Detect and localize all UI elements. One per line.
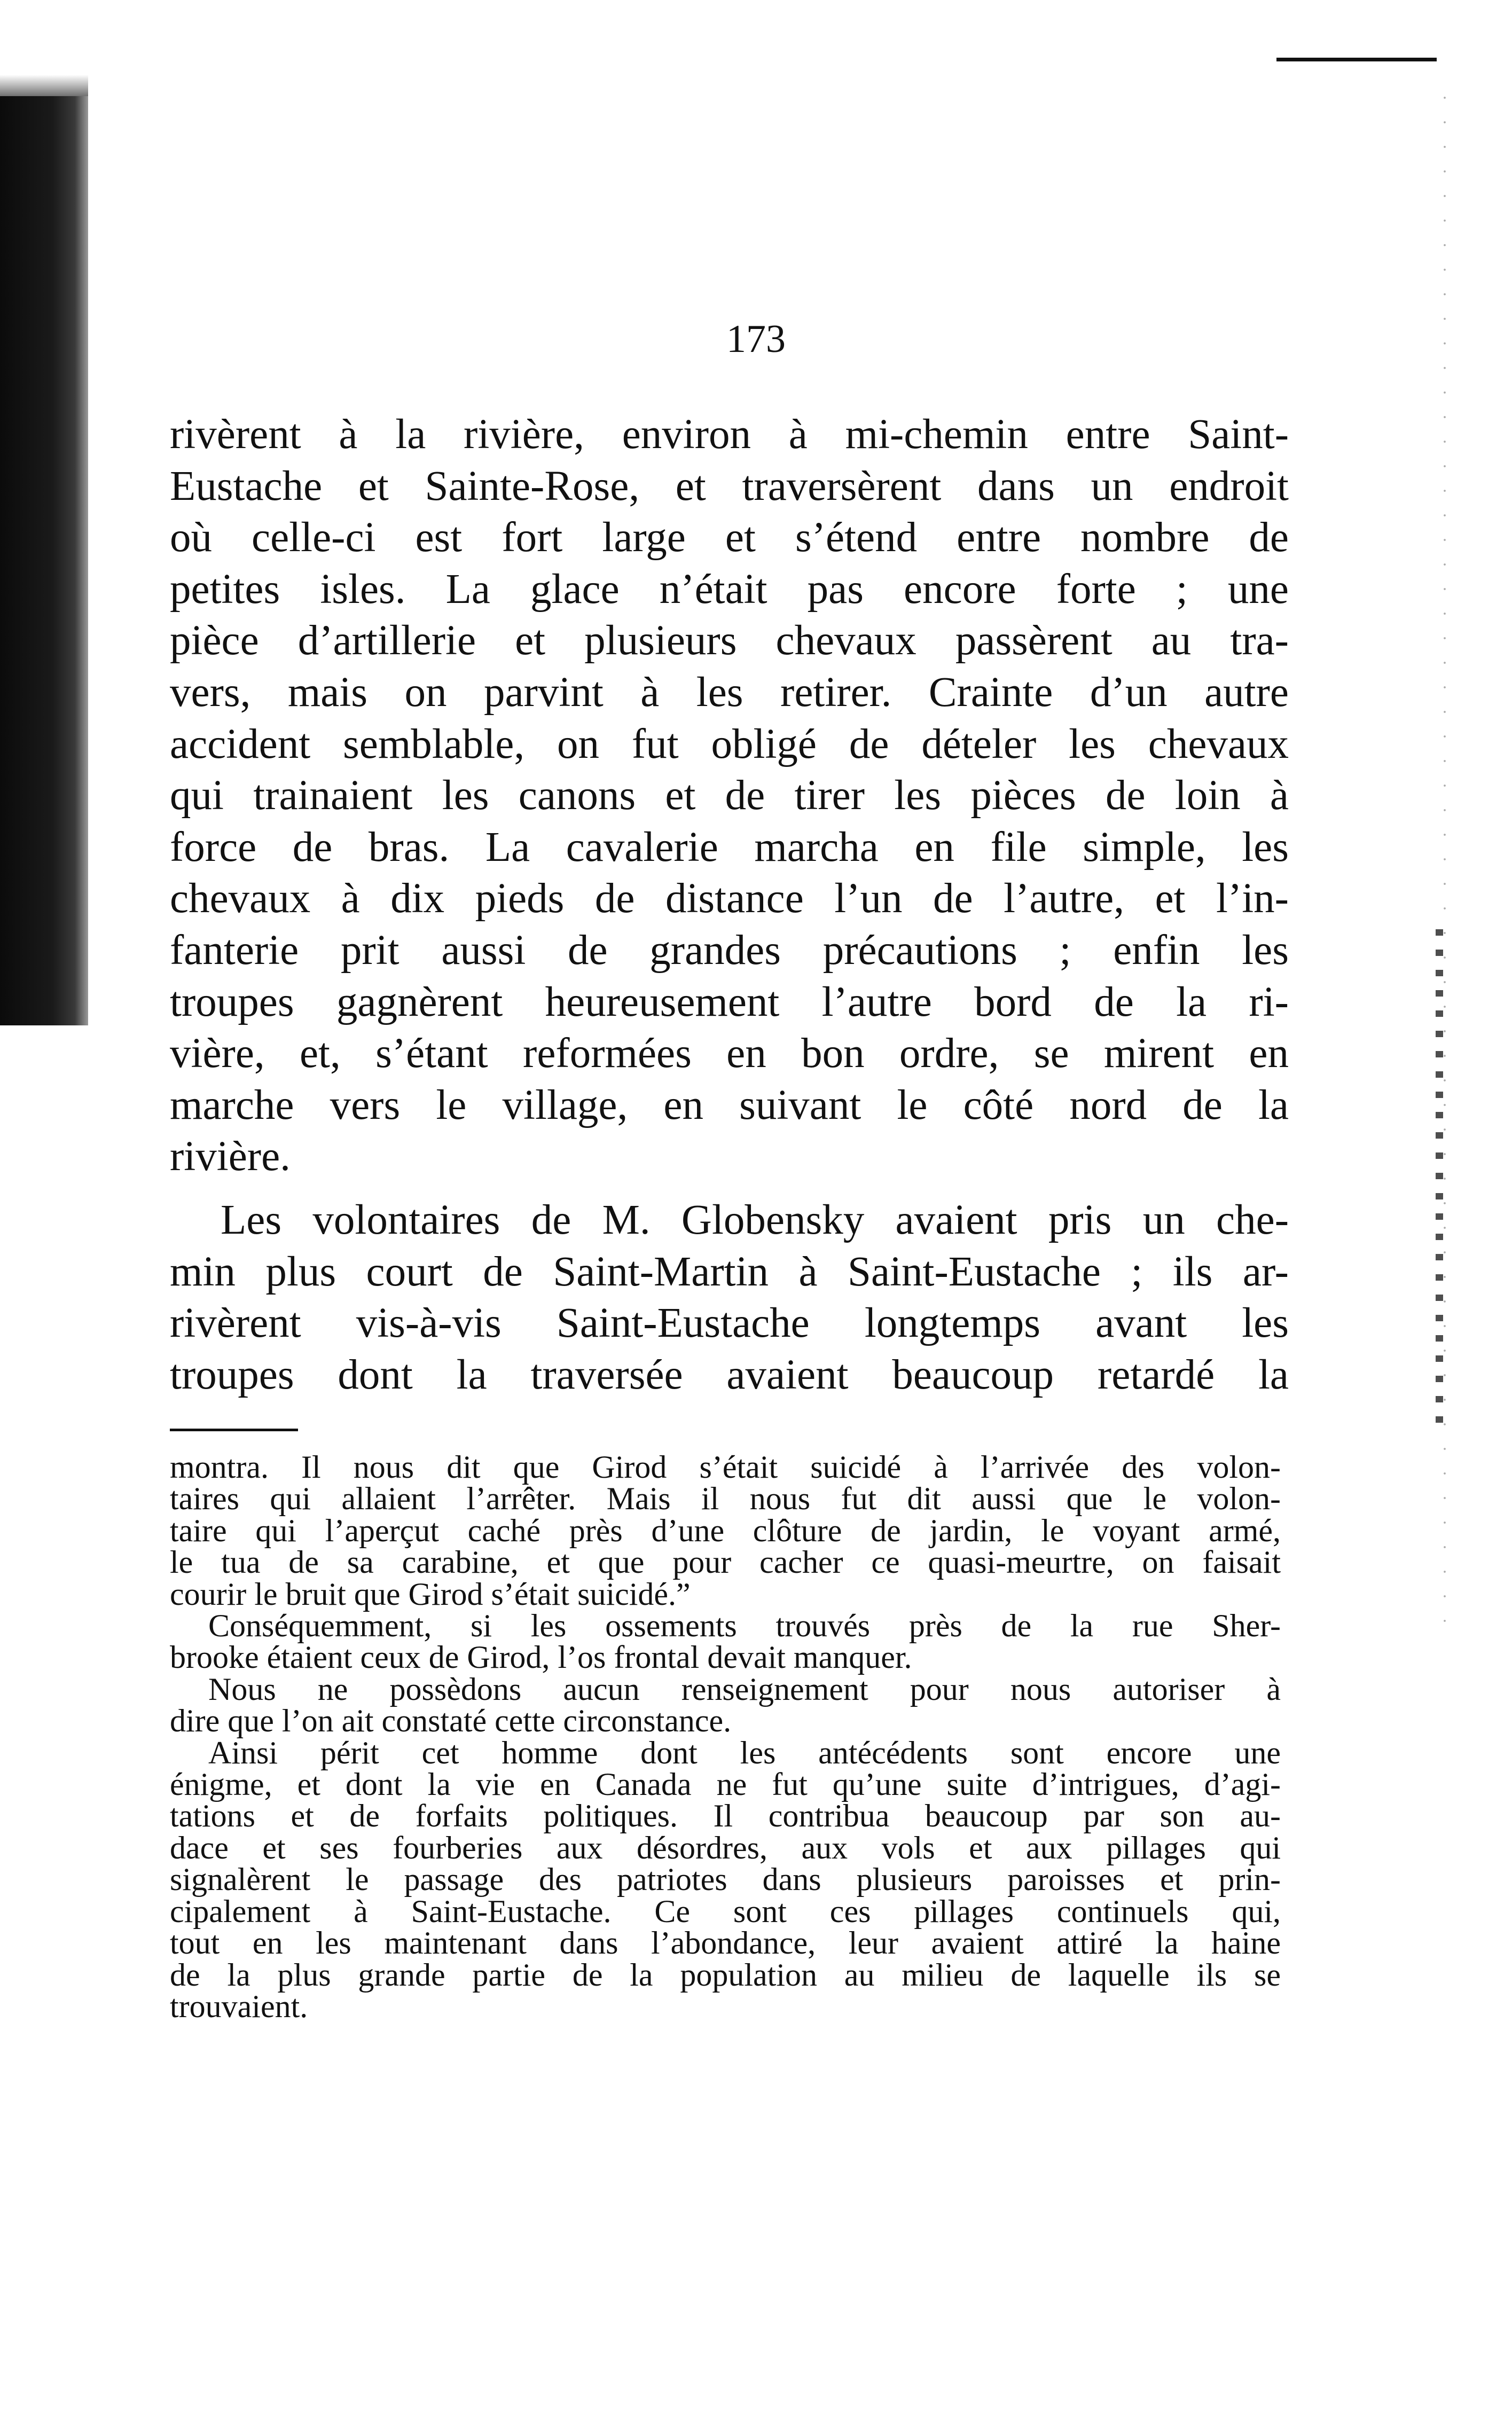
text-line: rivèrent vis-à-vis Saint-Eustache longtemps avant les bbox=[170, 1300, 1289, 1347]
footnote-line: Conséquemment, si les ossements trouvés près de la rue Sher- bbox=[208, 1608, 1281, 1644]
binding-shadow bbox=[0, 96, 88, 1025]
footnote-line: tout en les maintenant dans l’abondance, leur avaient attiré la haine bbox=[170, 1925, 1281, 1961]
footnote-line: dire que l’on ait constaté cette circonstance. bbox=[170, 1703, 732, 1739]
footnotes bbox=[170, 1449, 1281, 2024]
footnote-line: taire qui l’aperçut caché près d’une clôture de jardin, le voyant armé, bbox=[170, 1512, 1281, 1548]
footnote-paragraph bbox=[170, 1610, 1281, 1674]
text-line: chevaux à dix pieds de distance l’un de l’autre, et l’in- bbox=[170, 875, 1289, 922]
text-line: fanterie prit aussi de grandes précautions ; enfin les bbox=[170, 927, 1289, 974]
text-line: rivèrent à la rivière, environ à mi-chemin entre Saint- bbox=[170, 411, 1289, 458]
footnote-line: signalèrent le passage des patriotes dans plusieurs paroisses et prin- bbox=[170, 1862, 1281, 1897]
footnote-line: énigme, et dont la vie en Canada ne fut qu’une suite d’intrigues, d’agi- bbox=[170, 1767, 1281, 1802]
footnote-paragraph bbox=[170, 1449, 1281, 1612]
footnote-separator bbox=[170, 1429, 298, 1431]
text-line: force de bras. La cavalerie marcha en file simple, les bbox=[170, 824, 1289, 871]
text-line: pièce d’artillerie et plusieurs chevaux passèrent au tra- bbox=[170, 617, 1289, 664]
text-line: min plus court de Saint-Martin à Saint-Eustache ; ils ar- bbox=[170, 1248, 1289, 1295]
footnote-line: brooke étaient ceux de Girod, l’os frontal devait manquer. bbox=[170, 1640, 912, 1675]
text-line: vière, et, s’étant reformées en bon ordre, se mirent en bbox=[170, 1030, 1289, 1077]
footnote-line: taires qui allaient l’arrêter. Mais il nous fut dit aussi que le volon- bbox=[170, 1481, 1281, 1517]
page-number: 173 bbox=[726, 317, 786, 361]
footnote-line: dace et ses fourberies aux désordres, aux vols et aux pillages qui bbox=[170, 1830, 1281, 1865]
footnote-line: trouvaient. bbox=[170, 1988, 308, 2024]
main-text bbox=[170, 409, 1289, 1401]
text-line: vers, mais on parvint à les retirer. Crainte d’un autre bbox=[170, 669, 1289, 716]
text-line: rivière. bbox=[170, 1133, 291, 1180]
footnote-paragraph bbox=[170, 1671, 1281, 1739]
text-line: troupes gagnèrent heureusement l’autre bord de la ri- bbox=[170, 978, 1289, 1025]
footnote-line: tations et de forfaits politiques. Il contribua beaucoup par son au- bbox=[170, 1798, 1281, 1834]
text-line: Les volontaires de M. Globensky avaient pris un che- bbox=[221, 1196, 1289, 1243]
text-line: qui trainaient les canons et de tirer les pièces de loin à bbox=[170, 772, 1289, 819]
footnote-line: de la plus grande partie de la population au milieu de laquelle ils se bbox=[170, 1957, 1281, 1993]
footnote-line: cipalement à Saint-Eustache. Ce sont ces pillages continuels qui, bbox=[170, 1893, 1281, 1929]
text-line: marche vers le village, en suivant le côté nord de la bbox=[170, 1081, 1289, 1128]
footnote-line: courir le bruit que Girod s’était suicidé.” bbox=[170, 1576, 691, 1612]
paragraph bbox=[170, 1195, 1289, 1401]
text-line: accident semblable, on fut obligé de dételer les chevaux bbox=[170, 720, 1289, 767]
footnote-line: Nous ne possèdons aucun renseignement pour nous autoriser à bbox=[208, 1671, 1281, 1707]
text-line: petites isles. La glace n’était pas encore forte ; une bbox=[170, 566, 1289, 613]
text-line: Eustache et Sainte-Rose, et traversèrent dans un endroit bbox=[170, 462, 1289, 509]
text-line: où celle-ci est fort large et s’étend entre nombre de bbox=[170, 514, 1289, 561]
footnote-line: le tua de sa carabine, et que pour cacher ce quasi-meurtre, on faisait bbox=[170, 1544, 1281, 1580]
paragraph-gap bbox=[170, 1183, 1289, 1195]
scan-edge-marks bbox=[1436, 929, 1443, 1437]
paragraph bbox=[170, 409, 1289, 1183]
footnote-paragraph bbox=[170, 1737, 1281, 2023]
footnote-line: montra. Il nous dit que Girod s’était suicidé à l’arrivée des volon- bbox=[170, 1449, 1281, 1485]
text-line: troupes dont la traversée avaient beaucoup retardé la bbox=[170, 1351, 1289, 1398]
footnote-line: Ainsi périt cet homme dont les antécédents sont encore une bbox=[208, 1735, 1281, 1770]
scan-edge-rule bbox=[1276, 58, 1437, 61]
